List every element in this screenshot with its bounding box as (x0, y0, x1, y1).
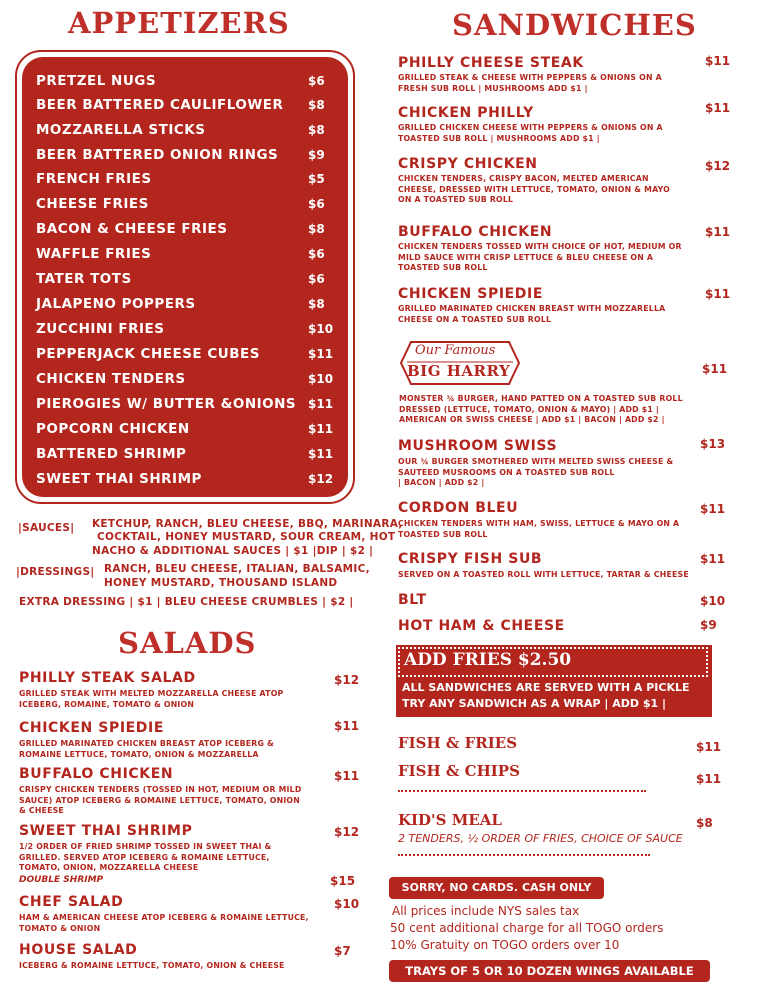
appetizer-price: $10 (308, 322, 334, 336)
appetizers-panel (22, 57, 348, 497)
sandwich-name: CHICKEN SPIEDIE (398, 286, 543, 302)
appetizer-name: PEPPERJACK CHEESE CUBES (36, 346, 260, 362)
pickle-note: ALL SANDWICHES ARE SERVED WITH A PICKLE (402, 681, 690, 694)
salad-name: HOUSE SALAD (19, 942, 138, 958)
description-line: & CHEESE (19, 806, 64, 815)
sandwich-description (398, 570, 689, 581)
appetizer-price: $6 (308, 74, 325, 88)
sauces-line-1: KETCHUP, RANCH, BLEU CHEESE, BBQ, MARINARA, (92, 518, 403, 530)
description-line: SAUTEED MUSROOMS ON A TOASTED SUB ROLL (398, 467, 615, 477)
sandwich-price: $11 (705, 287, 731, 301)
salad-description (19, 961, 285, 972)
sandwich-price: $10 (700, 594, 726, 608)
description-line: CHEESE ON A TOASTED SUB ROLL (398, 314, 552, 324)
description-line: TOASTED SUB ROLL (398, 263, 488, 272)
appetizer-name: CHEESE FRIES (36, 196, 149, 212)
kids-meal-name: KID'S MEAL (398, 811, 502, 829)
sandwich-name: PHILLY CHEESE STEAK (398, 55, 584, 71)
sandwich-price: $13 (700, 437, 726, 451)
kids-meal-price: $8 (696, 816, 713, 830)
sandwich-description (398, 242, 682, 274)
sandwich-price: $11 (700, 552, 726, 566)
salad-price: $12 (334, 673, 360, 687)
appetizer-price: $12 (308, 472, 334, 486)
gratuity-note: 10% Gratuity on TOGO orders over 10 (390, 938, 620, 952)
sandwich-description (398, 519, 679, 540)
salad-description (19, 739, 274, 760)
appetizer-name: TATER TOTS (36, 271, 132, 287)
tax-note: All prices include NYS sales tax (392, 904, 580, 918)
appetizer-name: WAFFLE FRIES (36, 246, 152, 262)
description-line: 1/2 ORDER OF FRIED SHRIMP TOSSED IN SWEET THAI & (19, 842, 272, 851)
description-line: GRILLED MARINATED CHICKEN BREAST ATOP ICEBERG & (19, 739, 275, 748)
sandwich-name: BLT (398, 592, 427, 608)
appetizer-name: ZUCCHINI FRIES (36, 321, 165, 337)
description-line: GRILLED STEAK & CHEESE WITH PEPPERS & ONIONS ON A (398, 73, 662, 82)
cash-only-badge: SORRY, NO CARDS. CASH ONLY (389, 877, 604, 899)
description-line: ROMAINE LETTUCE, TOMATO, ONION & MOZZARELLA (19, 749, 259, 759)
description-line: CHEESE, DRESSED WITH LETTUCE, TOMATO, ONION & MAYO (398, 184, 671, 194)
kids-meal-description: 2 TENDERS, ½ ORDER OF FRIES, CHOICE OF SAUCE (398, 832, 683, 845)
sandwich-name: BUFFALO CHICKEN (398, 224, 553, 240)
big-harry-script: Our Famous (415, 343, 496, 358)
fish-and-fries-name: FISH & FRIES (398, 734, 518, 752)
appetizer-name: MOZZARELLA STICKS (36, 122, 206, 138)
description-line: GRILLED STEAK WITH MELTED MOZZARELLA CHEESE ATOP (19, 689, 284, 698)
big-harry-logo (399, 340, 521, 386)
salad-description (19, 842, 271, 874)
appetizer-price: $6 (308, 197, 325, 211)
appetizer-name: PIEROGIES W/ BUTTER &ONIONS (36, 396, 297, 412)
sandwich-description (398, 174, 670, 206)
sandwich-price: $11 (705, 54, 731, 68)
description-line: GRILLED. SERVED ATOP ICEBERG & ROMAINE LETTUCE, (19, 852, 270, 862)
divider (398, 790, 646, 792)
appetizer-price: $5 (308, 172, 325, 186)
description-line: ICEBERG & ROMAINE LETTUCE, TOMATO, ONION & CHEESE (19, 961, 285, 970)
appetizer-price: $11 (308, 447, 334, 461)
description-line: CHICKEN TENDERS TOSSED WITH CHOICE OF HOT, MEDIUM OR (398, 242, 682, 251)
salad-price: $11 (334, 719, 360, 733)
description-line: CHICKEN TENDERS, CRISPY BACON, MELTED AMERICAN (398, 174, 649, 183)
appetizer-price: $8 (308, 222, 325, 236)
sauces-line-2: COCKTAIL, HONEY MUSTARD, SOUR CREAM, HOT (97, 531, 396, 543)
description-line: ICEBERG, ROMAINE, TOMATO & ONION (19, 699, 195, 709)
description-line: ON A TOASTED SUB ROLL (398, 195, 514, 204)
appetizer-price: $11 (308, 422, 334, 436)
sandwiches-title: SANDWICHES (452, 8, 697, 42)
appetizer-name: JALAPENO POPPERS (36, 296, 196, 312)
sandwich-name: CRISPY FISH SUB (398, 551, 543, 567)
wings-badge: TRAYS OF 5 OR 10 DOZEN WINGS AVAILABLE (389, 960, 710, 982)
description-line: SAUCE) ATOP ICEBERG & ROMAINE LETTUCE, TOMATO, ONION (19, 795, 300, 805)
appetizer-name: BEER BATTERED CAULIFLOWER (36, 97, 284, 113)
sandwich-price: $11 (700, 502, 726, 516)
sandwich-description (398, 457, 673, 489)
sandwich-name: CRISPY CHICKEN (398, 156, 538, 172)
description-line: SERVED ON A TOASTED ROLL WITH LETTUCE, TARTAR & CHEESE (398, 570, 689, 579)
appetizer-price: $11 (308, 397, 334, 411)
appetizer-name: FRENCH FRIES (36, 171, 152, 187)
description-line: CRISPY CHICKEN TENDERS (TOSSED IN HOT, MEDIUM OR MILD (19, 785, 302, 794)
appetizer-price: $10 (308, 372, 334, 386)
fish-and-fries-price: $11 (696, 740, 722, 754)
salad-name: CHICKEN SPIEDIE (19, 720, 164, 736)
salad-description (19, 913, 309, 934)
dressings-label: |DRESSINGS| (16, 566, 95, 578)
salad-name: CHEF SALAD (19, 894, 124, 910)
description-line: | BACON | ADD $2 | (398, 478, 485, 487)
appetizer-name: POPCORN CHICKEN (36, 421, 190, 437)
sandwich-price: $9 (700, 618, 717, 632)
sandwich-price: $12 (705, 159, 731, 173)
fish-and-chips-price: $11 (696, 772, 722, 786)
description-line: TOASTED SUB ROLL | MUSHROOMS ADD $1 | (398, 133, 600, 143)
add-fries-label: ADD FRIES $2.50 (404, 650, 572, 670)
big-harry-price: $11 (702, 362, 728, 376)
sandwich-name: HOT HAM & CHEESE (398, 618, 565, 634)
salad-name: PHILLY STEAK SALAD (19, 670, 196, 686)
description-line: HAM & AMERICAN CHEESE ATOP ICEBERG & ROMAINE LETTUCE, (19, 913, 309, 922)
description-line: GRILLED CHICKEN CHEESE WITH PEPPERS & ONIONS ON A (398, 123, 663, 132)
description-line: TOMATO, ONION, MOZZARELLA CHEESE (19, 863, 199, 872)
appetizer-price: $8 (308, 123, 325, 137)
appetizer-name: SWEET THAI SHRIMP (36, 471, 202, 487)
salad-description (19, 689, 283, 710)
appetizer-name: PRETZEL NUGS (36, 73, 157, 89)
description-line: GRILLED MARINATED CHICKEN BREAST WITH MOZZARELLA (398, 304, 666, 313)
sandwich-description (398, 73, 662, 94)
sandwich-name: CORDON BLEU (398, 500, 519, 516)
extra-dressing-line: EXTRA DRESSING | $1 | BLEU CHEESE CRUMBLES | $2 | (19, 596, 354, 608)
dressings-line-2: HONEY MUSTARD, THOUSAND ISLAND (104, 577, 338, 589)
togo-charge-note: 50 cent additional charge for all TOGO orders (390, 921, 664, 935)
salad-price: $7 (334, 944, 351, 958)
description-line: FRESH SUB ROLL | MUSHROOMS ADD $1 | (398, 83, 588, 93)
big-harry-description: MONSTER ¾ BURGER, HAND PATTED ON A TOASTED SUB ROLL DRESSED (LETTUCE, TOMATO, ONION & MAYO) | ADD $1 | AMERICAN OR SWISS CHEESE | ADD $1 | BACON | ADD $2 | (399, 394, 683, 424)
double-shrimp-label: DOUBLE SHRIMP (19, 875, 104, 885)
sandwich-name: MUSHROOM SWISS (398, 438, 558, 454)
sandwich-description (398, 304, 665, 325)
appetizer-name: CHICKEN TENDERS (36, 371, 186, 387)
double-shrimp-price: $15 (330, 874, 356, 888)
appetizer-name: BATTERED SHRIMP (36, 446, 187, 462)
appetizers-box (15, 50, 355, 504)
fish-and-chips-name: FISH & CHIPS (398, 762, 520, 780)
description-line: CHICKEN TENDERS WITH HAM, SWISS, LETTUCE & MAYO ON A (398, 519, 680, 528)
salad-description (19, 785, 302, 817)
appetizer-price: $6 (308, 247, 325, 261)
appetizer-price: $6 (308, 272, 325, 286)
salad-price: $10 (334, 897, 360, 911)
salad-name: BUFFALO CHICKEN (19, 766, 174, 782)
salad-name: SWEET THAI SHRIMP (19, 823, 193, 839)
appetizer-price: $8 (308, 98, 325, 112)
dressings-line-1: RANCH, BLEU CHEESE, ITALIAN, BALSAMIC, (104, 563, 370, 575)
sandwich-price: $11 (705, 101, 731, 115)
description-line: MILD SAUCE WITH CRISP LETTUCE & BLEU CHEESE ON A (398, 252, 654, 262)
appetizer-name: BEER BATTERED ONION RINGS (36, 147, 279, 163)
sandwich-price: $11 (705, 225, 731, 239)
salad-price: $12 (334, 825, 360, 839)
description-line: TOASTED SUB ROLL (398, 529, 488, 539)
sauces-line-3: NACHO & ADDITIONAL SAUCES | $1 |DIP | $2 | (92, 545, 374, 557)
sandwich-description (398, 123, 663, 144)
divider (398, 854, 650, 856)
appetizer-price: $8 (308, 297, 325, 311)
wrap-note: TRY ANY SANDWICH AS A WRAP | ADD $1 | (402, 697, 667, 710)
description-line: TOMATO & ONION (19, 923, 101, 933)
appetizer-price: $11 (308, 347, 334, 361)
appetizers-title: APPETIZERS (68, 6, 290, 40)
sauces-label: |SAUCES| (18, 522, 75, 534)
salad-price: $11 (334, 769, 360, 783)
appetizer-price: $9 (308, 148, 325, 162)
description-line: OUR ¾ BURGER SMOTHERED WITH MELTED SWISS CHEESE & (398, 457, 674, 466)
sandwich-name: CHICKEN PHILLY (398, 105, 534, 121)
appetizer-name: BACON & CHEESE FRIES (36, 221, 228, 237)
big-harry-name: BIG HARRY (407, 362, 511, 380)
salads-title: SALADS (118, 626, 257, 660)
add-fries-banner (396, 645, 712, 717)
